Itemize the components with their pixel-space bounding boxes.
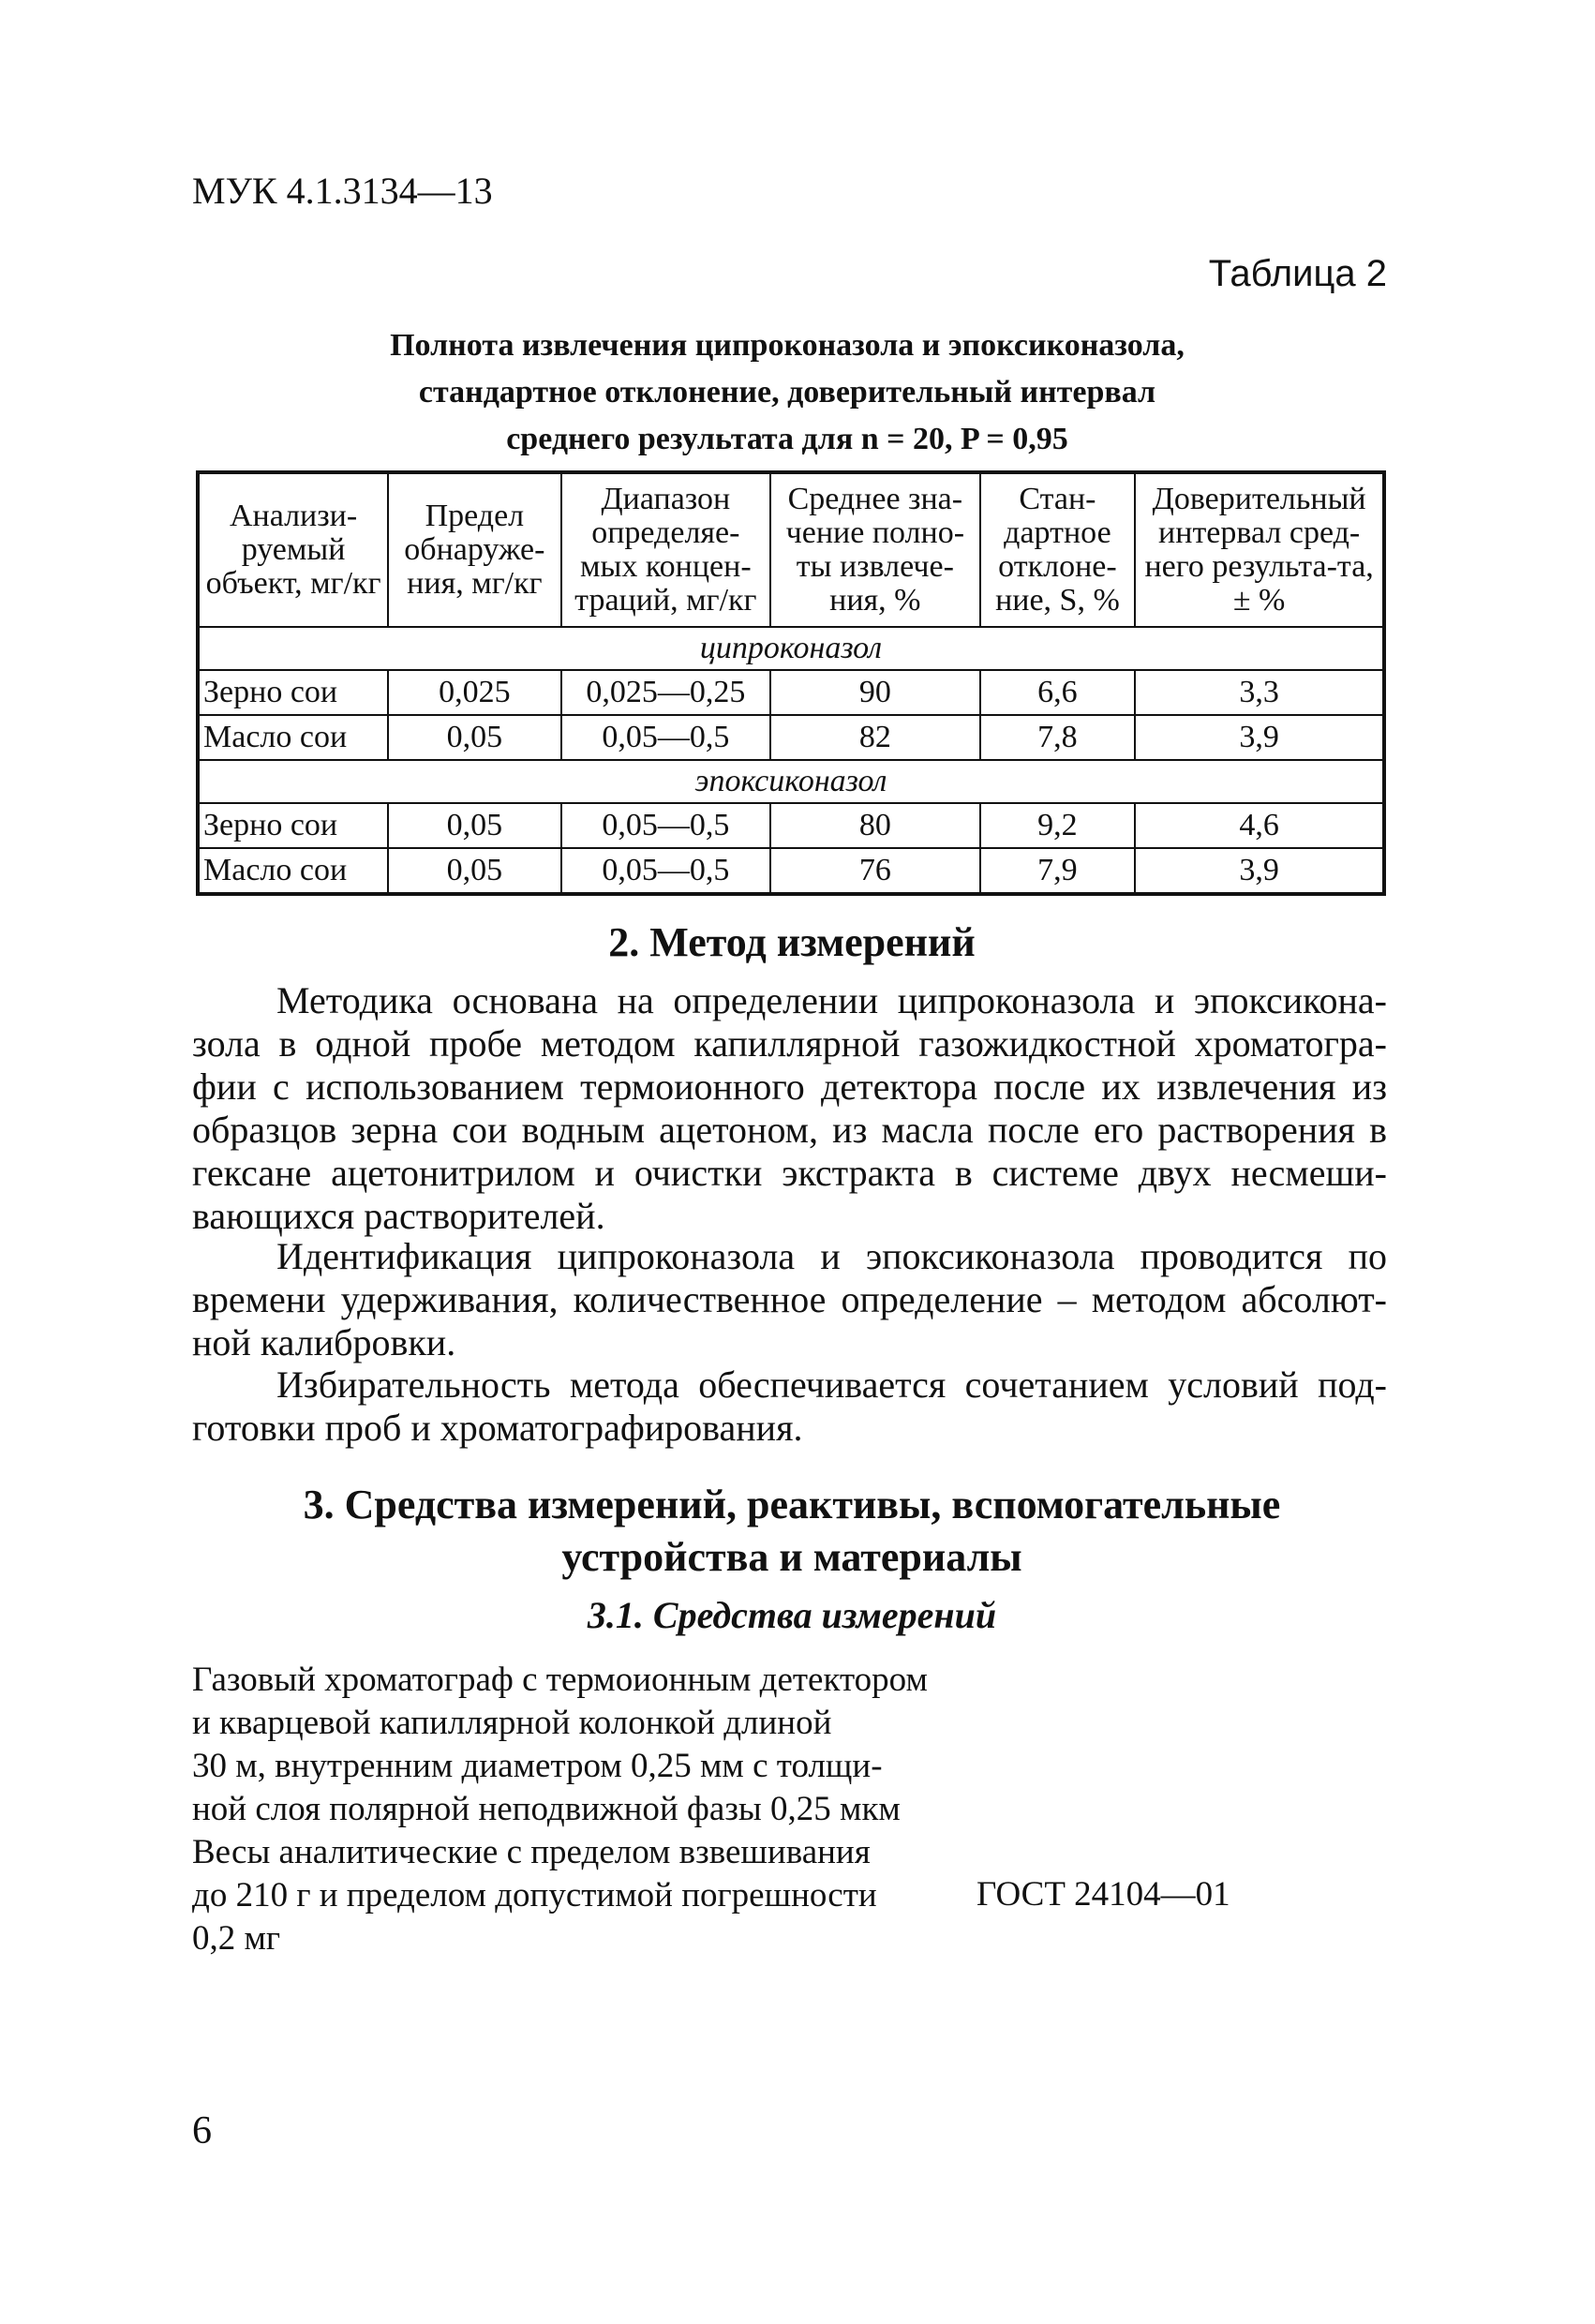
table-row xyxy=(198,848,1384,894)
table-cell: 4,6 xyxy=(1135,803,1384,848)
table-cell: Зерно сои xyxy=(198,670,388,715)
caption-line: стандартное отклонение, доверительный интервал xyxy=(418,375,1156,410)
table-cell: 3,9 xyxy=(1135,715,1384,760)
table-row xyxy=(198,803,1384,848)
group-row xyxy=(198,627,1384,670)
table-cell: 9,2 xyxy=(980,803,1136,848)
gost-reference: ГОСТ 24104—01 xyxy=(976,1875,1230,1914)
table-row xyxy=(198,715,1384,760)
paragraph: Методика основана на определении ципроконазола и эпоксикона-зола в одной пробе методом капиллярной газожидкостной хроматогра-фии с использованием термоионного детектора после их извлечения из образцов зерна сои водным ацетоном, из масла после его растворения в гексане ацетонитрилом и очистки экстракта в системе двух несмеши-вающихся растворителей. xyxy=(192,979,1387,1237)
table-row xyxy=(198,670,1384,715)
paragraph: Избирательность метода обеспечивается сочетанием условий под-готовки проб и хроматографирования. xyxy=(192,1363,1387,1449)
caption-line: Полнота извлечения ципроконазола и эпоксиконазола, xyxy=(390,328,1185,363)
table-cell: 3,9 xyxy=(1135,848,1384,894)
caption-line: среднего результата для n = 20, P = 0,95 xyxy=(506,422,1068,456)
table-cell: 76 xyxy=(770,848,980,894)
document-code: МУК 4.1.3134—13 xyxy=(192,170,493,212)
column-header: Среднее зна-чение полно-ты извлече-ния, % xyxy=(770,472,980,627)
column-header: Доверительный интервал сред-него результа-та, ± % xyxy=(1135,472,1384,627)
table-label: Таблица 2 xyxy=(1208,253,1387,294)
table-caption xyxy=(187,322,1387,463)
table-cell: 82 xyxy=(770,715,980,760)
equipment-list xyxy=(192,1659,1007,1960)
group-row xyxy=(198,760,1384,803)
heading-line: 3. Средства измерений, реактивы, вспомогательные xyxy=(303,1482,1281,1527)
section-2-heading: 2. Метод измерений xyxy=(608,919,976,965)
table-cell: 0,05 xyxy=(388,715,560,760)
table-cell: 3,3 xyxy=(1135,670,1384,715)
paragraph: Идентификация ципроконазола и эпоксиконазола проводится по времени удерживания, количественное определение – методом абсолют-ной калибровки. xyxy=(192,1235,1387,1363)
column-header: Диапазон определяе-мых концен-траций, мг/кг xyxy=(561,472,771,627)
equipment-line: 0,2 мг xyxy=(192,1919,281,1958)
equipment-line: до 210 г и пределом допустимой погрешности xyxy=(192,1876,877,1914)
table-cell: 0,05 xyxy=(388,848,560,894)
table-cell: 80 xyxy=(770,803,980,848)
table-cell: Масло сои xyxy=(198,848,388,894)
table-cell: 0,05 xyxy=(388,803,560,848)
page-number: 6 xyxy=(192,2109,212,2153)
column-header: Стан-дартное отклоне-ние, S, % xyxy=(980,472,1136,627)
column-header: Анализи-руемый объект, мг/кг xyxy=(198,472,388,627)
table-cell: 0,05—0,5 xyxy=(561,715,771,760)
equipment-line: ной слоя полярной неподвижной фазы 0,25 мкм xyxy=(192,1790,901,1828)
table-cell: Масло сои xyxy=(198,715,388,760)
recovery-table xyxy=(196,470,1386,896)
table-cell: 6,6 xyxy=(980,670,1136,715)
table-cell: 0,05—0,5 xyxy=(561,803,771,848)
table-cell: Зерно сои xyxy=(198,803,388,848)
table-cell: 0,05—0,5 xyxy=(561,848,771,894)
subsection-3-1-heading: 3.1. Средства измерений xyxy=(587,1594,997,1636)
table-cell: 7,8 xyxy=(980,715,1136,760)
table-cell: 0,025 xyxy=(388,670,560,715)
equipment-line: Весы аналитические с пределом взвешивания xyxy=(192,1833,871,1871)
column-header: Предел обнаруже-ния, мг/кг xyxy=(388,472,560,627)
section-3-heading xyxy=(187,1479,1396,1584)
table-header-row xyxy=(198,472,1384,627)
table-cell: 0,025—0,25 xyxy=(561,670,771,715)
equipment-line: Газовый хроматограф с термоионным детектором xyxy=(192,1661,928,1699)
table-cell: 7,9 xyxy=(980,848,1136,894)
group-name: эпоксиконазол xyxy=(198,760,1384,803)
equipment-line: 30 м, внутренним диаметром 0,25 мм с толщи- xyxy=(192,1747,883,1785)
group-name: ципроконазол xyxy=(198,627,1384,670)
table-cell: 90 xyxy=(770,670,980,715)
heading-line: устройства и материалы xyxy=(561,1534,1022,1580)
equipment-line: и кварцевой капиллярной колонкой длиной xyxy=(192,1704,832,1742)
